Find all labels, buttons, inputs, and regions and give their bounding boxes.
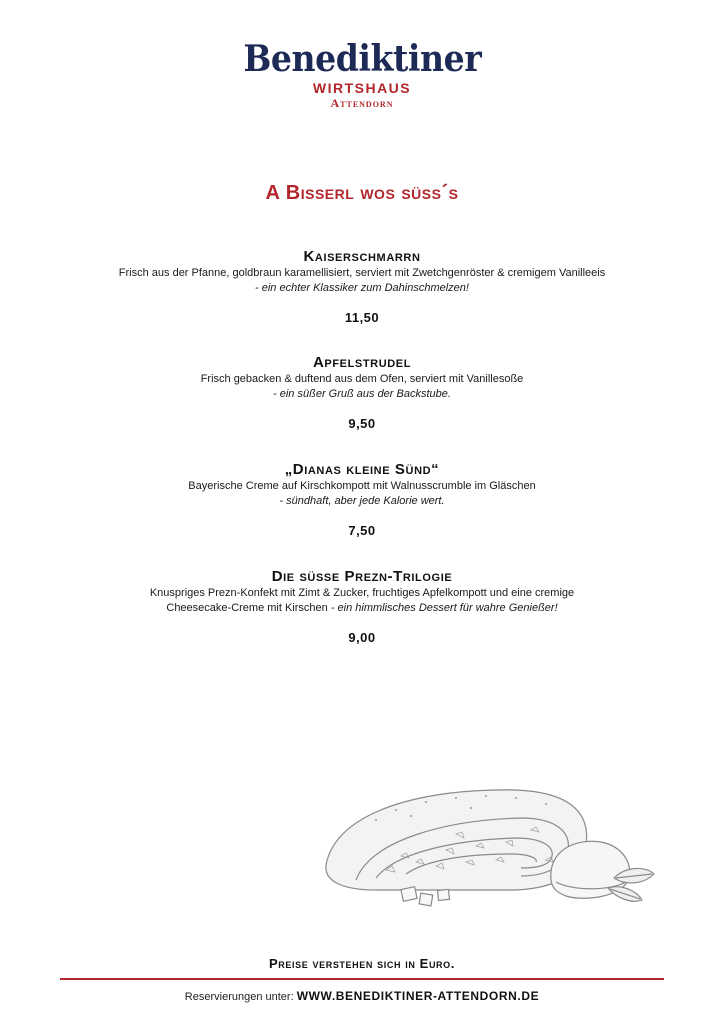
logo xyxy=(0,38,724,110)
logo-attendorn: Attendorn xyxy=(330,96,394,110)
logo-wirtshaus: WIRTSHAUS xyxy=(312,80,412,96)
website-link[interactable]: WWW.BENEDIKTINER-ATTENDORN.DE xyxy=(296,989,540,1003)
item-tagline: - ein echter Klassiker zum Dahinschmelzen! xyxy=(255,282,469,294)
item-desc-text: Frisch gebacken & duftend aus dem Ofen, serviert mit Vanillesoße xyxy=(200,373,524,385)
reservation-label: Reservierungen unter: xyxy=(184,991,294,1003)
logo-brand: Benediktiner xyxy=(243,38,481,80)
menu-item-dianas-kleine-suend xyxy=(0,461,724,538)
item-name: Kaiserschmarrn xyxy=(303,248,421,265)
item-description xyxy=(0,479,724,509)
item-name: „Dianas kleine Sünd“ xyxy=(284,461,440,478)
item-desc-text-2: Cheesecake-Creme mit Kirschen xyxy=(166,602,328,614)
item-price: 9,50 xyxy=(348,416,376,431)
item-description xyxy=(0,586,724,616)
reservation-line xyxy=(0,989,724,1003)
menu-item-apfelstrudel xyxy=(0,354,724,431)
item-name: Die süsse Prezn-Trilogie xyxy=(271,568,453,585)
item-name: Apfelstrudel xyxy=(312,354,412,371)
item-tagline: - sündhaft, aber jede Kalorie wert. xyxy=(279,495,445,507)
item-tagline: - ein himmlisches Dessert für wahre Genießer! xyxy=(330,602,558,614)
item-price: 7,50 xyxy=(348,523,376,538)
item-price: 11,50 xyxy=(344,310,380,325)
item-description xyxy=(0,372,724,402)
item-desc-text: Knuspriges Prezn-Konfekt mit Zimt & Zucker, fruchtiges Apfelkompott und eine cremige xyxy=(149,587,575,599)
item-desc-text: Frisch aus der Pfanne, goldbraun karamellisiert, serviert mit Zwetchgenröster & cremigem Vanilleeis xyxy=(118,267,606,279)
item-tagline: - ein süßer Gruß aus der Backstube. xyxy=(273,388,451,400)
item-desc-text: Bayerische Creme auf Kirschkompott mit Walnusscrumble im Gläschen xyxy=(188,480,536,492)
item-price: 9,00 xyxy=(348,630,376,645)
footer-divider xyxy=(60,978,664,980)
section-title: A Bisserl wos süss´s xyxy=(265,182,459,204)
item-description xyxy=(0,266,724,296)
menu-item-prezn-trilogie xyxy=(0,568,724,645)
price-note: Preise verstehen sich in Euro. xyxy=(269,956,455,971)
strudel-illustration xyxy=(316,770,666,930)
menu-item-kaiserschmarrn xyxy=(0,248,724,325)
